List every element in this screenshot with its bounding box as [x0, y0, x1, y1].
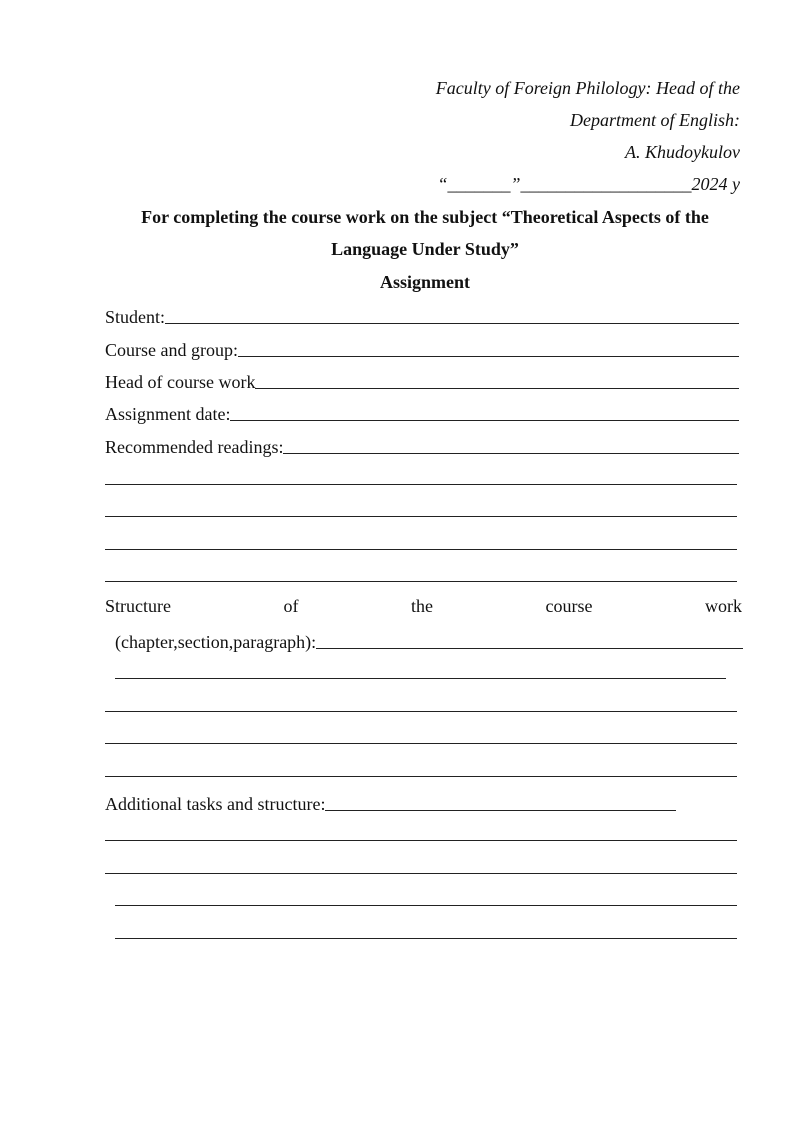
- student-label: Student:: [105, 307, 166, 327]
- readings-line-3[interactable]: [105, 549, 737, 550]
- recommended-readings-blank[interactable]: [283, 453, 739, 454]
- title-line-2: Language Under Study”: [331, 239, 519, 259]
- course-group-blank[interactable]: [238, 356, 739, 357]
- structure-word-1: Structure: [105, 596, 171, 616]
- recommended-readings-label: Recommended readings:: [105, 437, 284, 457]
- course-group-field: [105, 333, 739, 361]
- structure-line-2[interactable]: [105, 711, 737, 712]
- readings-line-4[interactable]: [105, 581, 737, 582]
- structure-blank[interactable]: [316, 648, 743, 649]
- additional-tasks-blank[interactable]: [325, 810, 676, 811]
- recommended-readings-field: [105, 430, 739, 458]
- structure-paren-label: (chapter,section,paragraph):: [115, 632, 317, 652]
- structure-line-3[interactable]: [105, 743, 737, 744]
- assignment-date-label: Assignment date:: [105, 404, 231, 424]
- header-department-line: Department of English:: [570, 110, 740, 130]
- student-field: [105, 300, 739, 328]
- additional-tasks-field: [105, 787, 676, 815]
- title-line-1: For completing the course work on the subject “Theoretical Aspects of the: [141, 207, 709, 227]
- head-field: [105, 365, 739, 393]
- readings-line-1[interactable]: [105, 484, 737, 485]
- structure-line-1[interactable]: [115, 678, 726, 679]
- header-date-line: “_______”___________________2024 y: [437, 174, 740, 194]
- course-group-label: Course and group:: [105, 340, 238, 360]
- header-head-name: A. Khudoykulov: [625, 142, 740, 162]
- header-faculty-line: Faculty of Foreign Philology: Head of the: [435, 78, 740, 98]
- head-blank[interactable]: [255, 388, 739, 389]
- structure-word-3: the: [410, 596, 433, 616]
- assignment-date-field: [105, 397, 739, 425]
- structure-word-4: course: [545, 596, 593, 616]
- structure-field: [115, 625, 743, 653]
- additional-line-3[interactable]: [115, 905, 737, 906]
- structure-word-2: of: [283, 596, 299, 616]
- assignment-date-blank[interactable]: [230, 420, 739, 421]
- head-label: Head of course work: [105, 372, 256, 392]
- additional-line-1[interactable]: [105, 840, 737, 841]
- structure-word-5: work: [704, 596, 742, 616]
- structure-line-4[interactable]: [105, 776, 737, 777]
- additional-tasks-label: Additional tasks and structure:: [105, 794, 326, 814]
- readings-line-2[interactable]: [105, 516, 737, 517]
- structure-heading: [105, 594, 742, 618]
- student-blank[interactable]: [165, 323, 739, 324]
- additional-line-2[interactable]: [105, 873, 737, 874]
- assignment-heading: Assignment: [379, 272, 470, 292]
- additional-line-4[interactable]: [115, 938, 737, 939]
